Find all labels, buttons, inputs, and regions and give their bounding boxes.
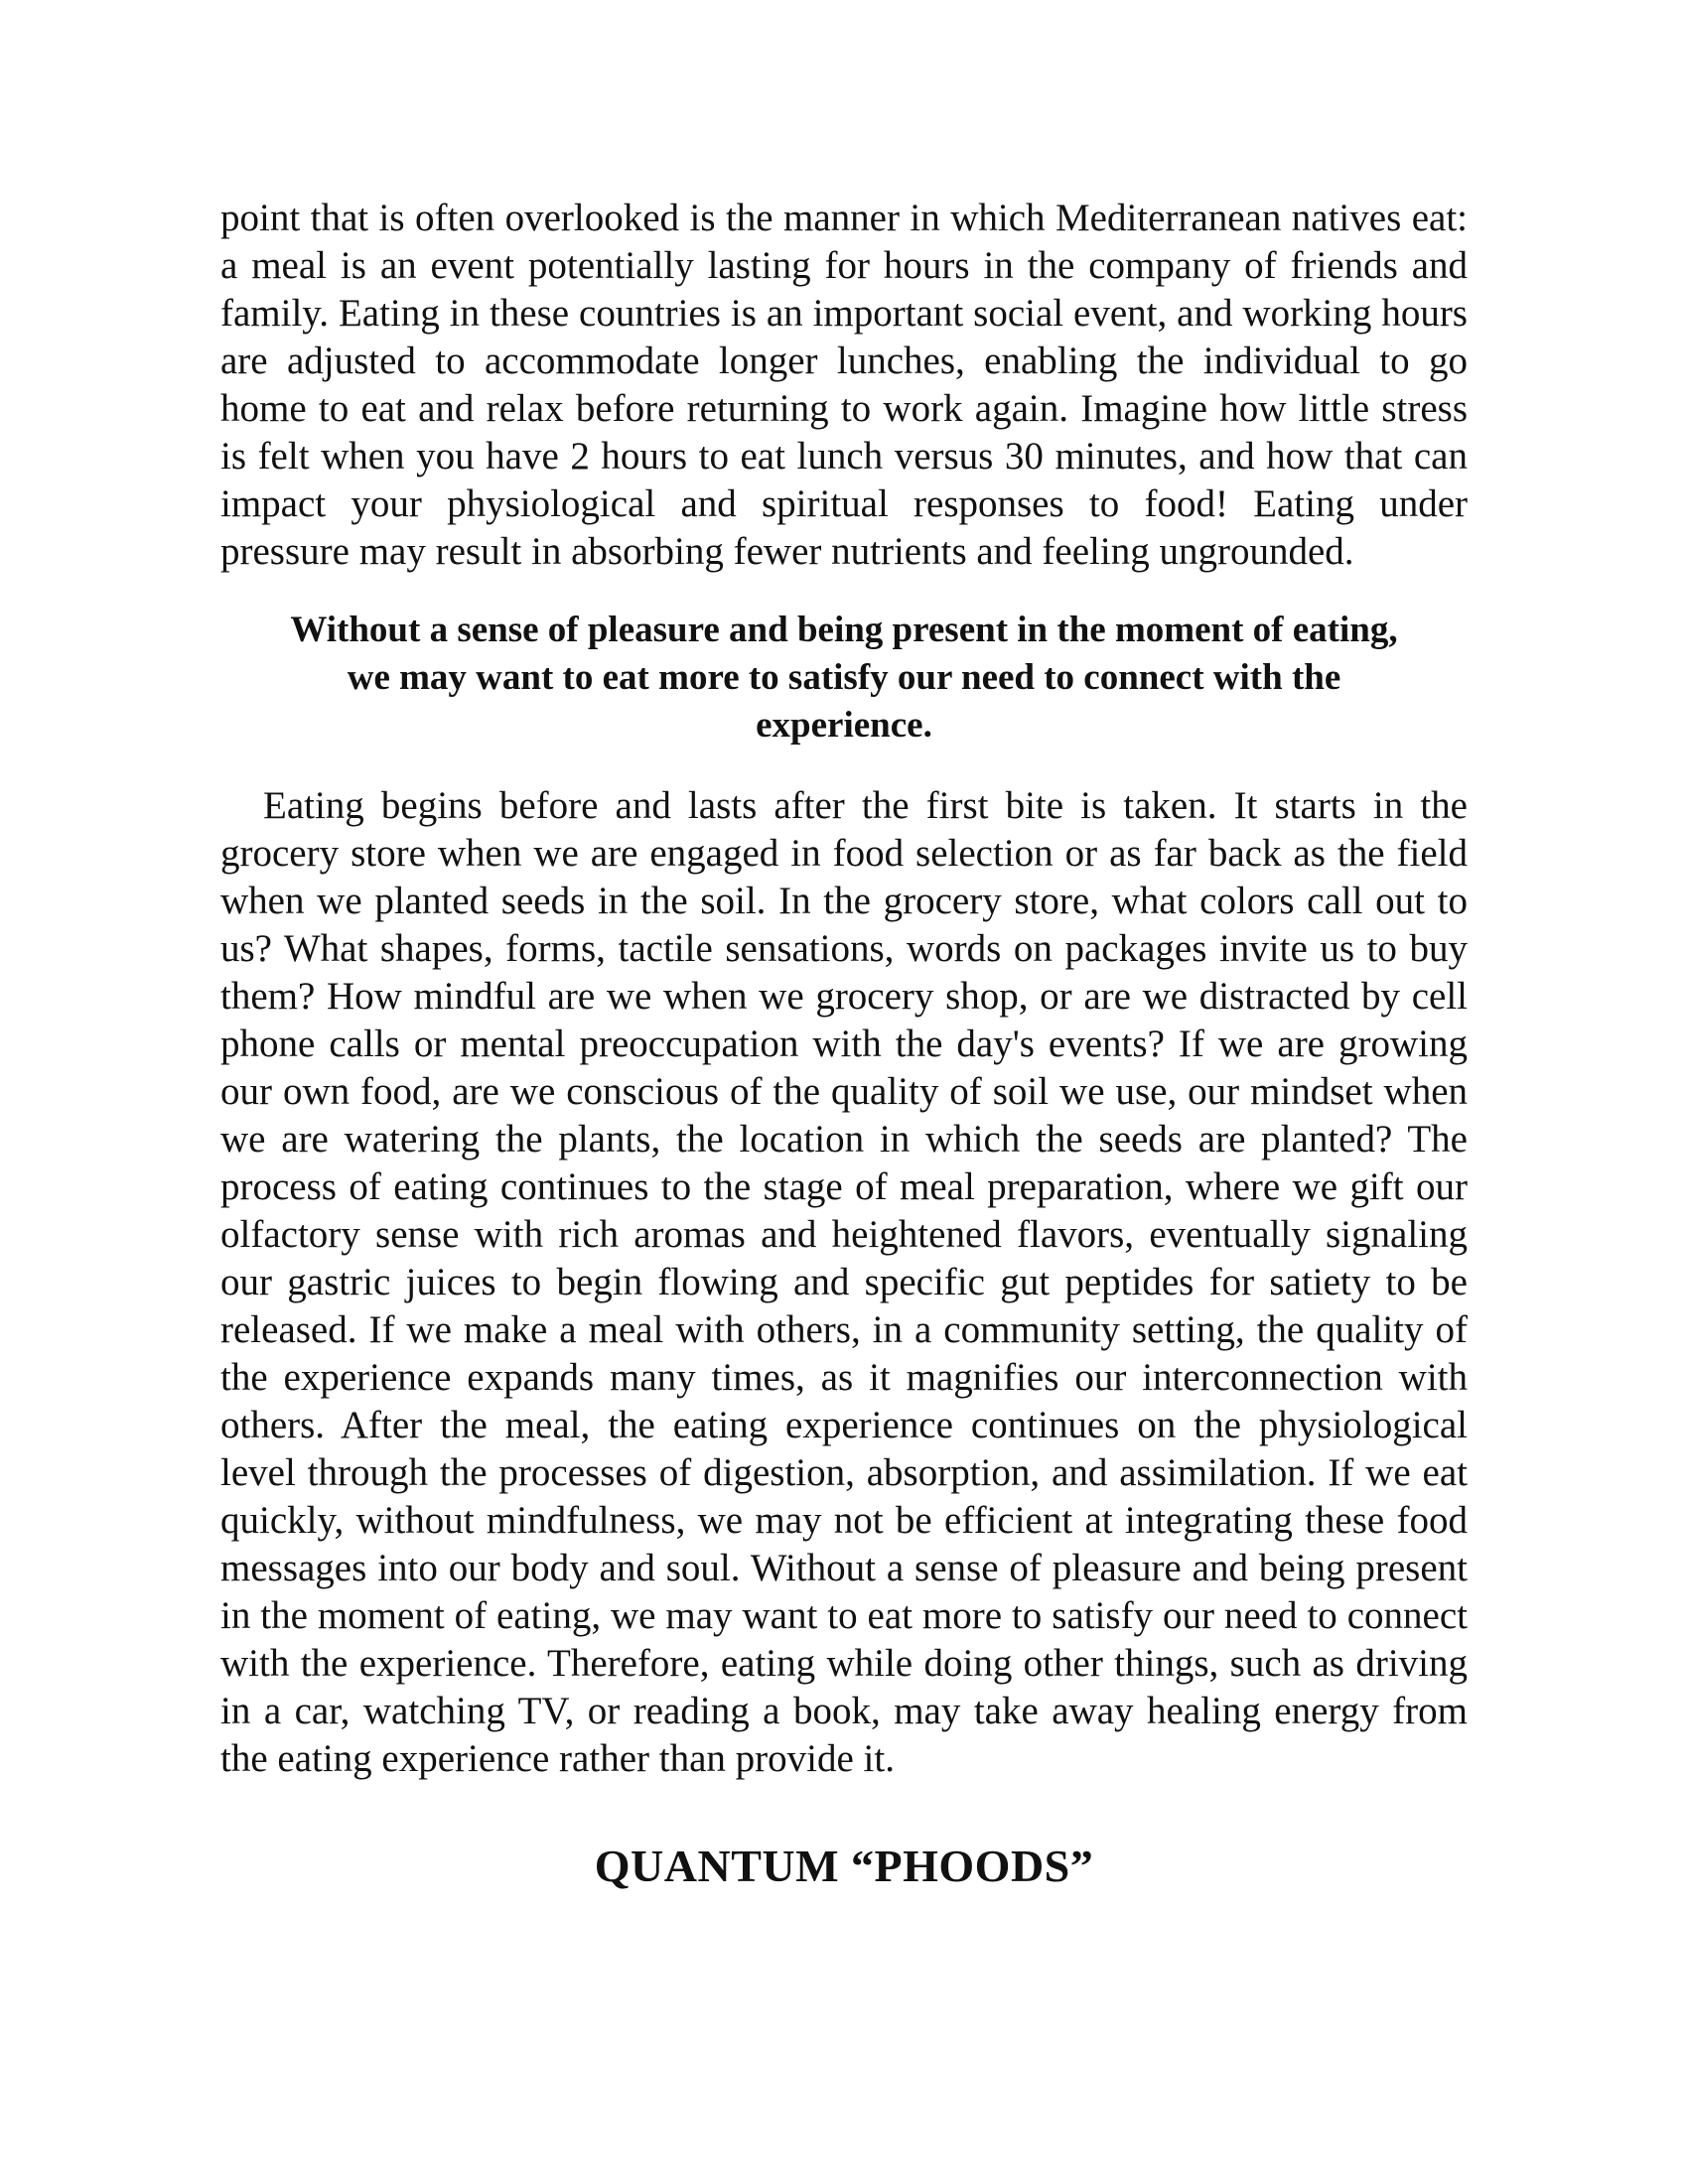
- body-paragraph-continued: point that is often overlooked is the manner in which Mediterranean natives eat: a meal is an event potentially lasting for hours in the company of friends and family. Eating in these countries is an important social event, and working hours are adjusted to accommodate longer lunches, enabling the individual to go home to eat and relax before returning to work again. Imagine how little stress is felt when you have 2 hours to eat lunch versus 30 minutes, and how that can impact your physiological and spiritual responses to food! Eating under pressure may result in absorbing fewer nutrients and feeling ungrounded.: [220, 197, 1468, 573]
- body-paragraph: Eating begins before and lasts after the first bite is taken. It starts in the grocery store when we are engaged in food selection or as far back as the field when we planted seeds in the soil. In the grocery store, what colors call out to us? What shapes, forms, tactile sensations, words on packages invite us to buy them? How mindful are we when we grocery shop, or are we distracted by cell phone calls or mental preoccupation with the day's events? If we are growing our own food, are we conscious of the quality of soil we use, our mindset when we are watering the plants, the location in which the seeds are planted? The process of eating continues to the stage of meal preparation, where we gift our olfactory sense with rich aromas and heightened flavors, eventually signaling our gastric juices to begin flowing and specific gut peptides for satiety to be released. If we make a meal with others, in a community setting, the quality of the experience expands many times, as it magnifies our interconnection with others. After the meal, the eating experience continues on the physiological level through the processes of digestion, absorption, and assimilation. If we eat quickly, without mindfulness, we may not be efficient at integrating these food messages into our body and soul. Without a sense of pleasure and being present in the moment of eating, we may want to eat more to satisfy our need to connect with the experience. Therefore, eating while doing other things, such as driving in a car, watching TV, or reading a book, may take away healing energy from the eating experience rather than provide it.: [220, 784, 1468, 1780]
- document-page: [220, 195, 1468, 1894]
- spacer: [220, 1783, 1468, 1839]
- section-heading: QUANTUM “PHOODS”: [594, 1841, 1094, 1891]
- spacer: [220, 750, 1468, 782]
- spacer: [220, 576, 1468, 607]
- pull-quote: Without a sense of pleasure and being present in the moment of eating, we may want to eat more to satisfy our need to connect with the experience.: [290, 610, 1398, 746]
